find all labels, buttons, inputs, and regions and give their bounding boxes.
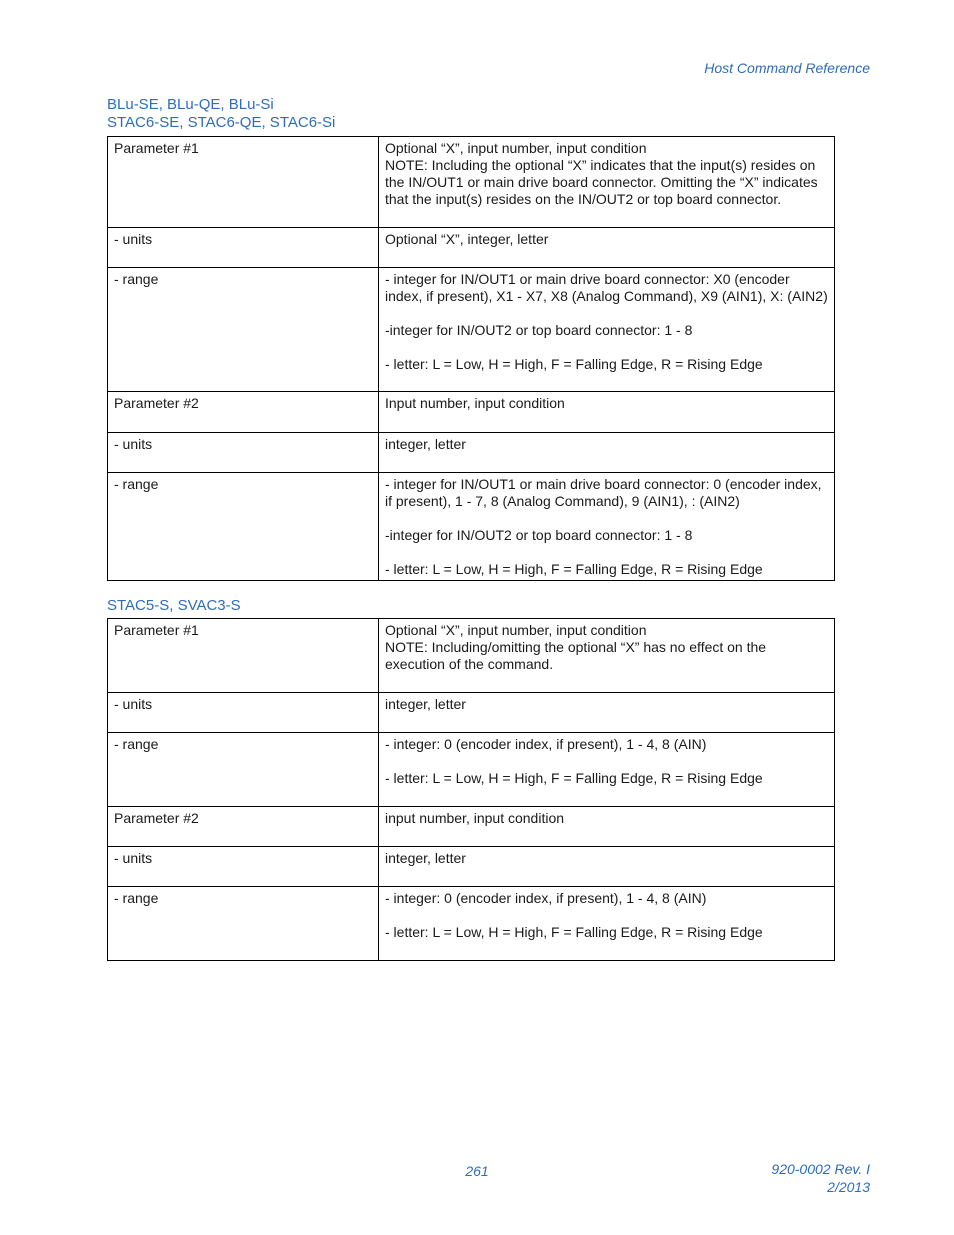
row-label: - range xyxy=(108,473,379,581)
running-header: Host Command Reference xyxy=(704,60,870,76)
value-line: Optional “X”, input number, input condition xyxy=(385,622,647,638)
row-value xyxy=(379,887,835,961)
row-value: integer, letter xyxy=(379,433,835,473)
table-row xyxy=(108,137,835,228)
row-label: Parameter #1 xyxy=(108,619,379,693)
table-row xyxy=(108,733,835,807)
section-title-line-1: BLu-SE, BLu-QE, BLu-Si xyxy=(107,96,274,113)
row-label: - range xyxy=(108,268,379,392)
row-label: Parameter #2 xyxy=(108,807,379,847)
row-value: Input number, input condition xyxy=(379,392,835,433)
section-title-line-2: STAC6-SE, STAC6-QE, STAC6-Si xyxy=(107,114,336,131)
value-line: - integer: 0 (encoder index, if present), 1 - 4, 8 (AIN) xyxy=(385,890,707,906)
parameter-table-stac5-svac3 xyxy=(107,618,835,961)
row-label: - units xyxy=(108,693,379,733)
note-text: NOTE: Including the optional “X” indicates that the input(s) resides on the IN/OUT1 or main drive board connector. Omitting the “X” indicates that the input(s) resides on the IN/OUT2 or top board connector. xyxy=(385,157,818,207)
value-line: Optional “X”, input number, input condition xyxy=(385,140,647,156)
note-text: NOTE: Including/omitting the optional “X” has no effect on the execution of the command. xyxy=(385,639,767,672)
row-label: - units xyxy=(108,228,379,268)
table-row xyxy=(108,693,835,733)
value-line: -integer for IN/OUT2 or top board connector: 1 - 8 xyxy=(385,322,693,338)
value-line: - letter: L = Low, H = High, F = Falling Edge, R = Rising Edge xyxy=(385,561,763,577)
row-label: - range xyxy=(108,733,379,807)
table-row xyxy=(108,847,835,887)
table-row xyxy=(108,473,835,581)
value-line: - letter: L = Low, H = High, F = Falling Edge, R = Rising Edge xyxy=(385,356,763,372)
row-label: Parameter #2 xyxy=(108,392,379,433)
page-number: 261 xyxy=(465,1163,489,1179)
row-value xyxy=(379,473,835,581)
value-line: - letter: L = Low, H = High, F = Falling Edge, R = Rising Edge xyxy=(385,924,763,940)
document-date: 2/2013 xyxy=(827,1179,870,1195)
table-row xyxy=(108,619,835,693)
value-line: - integer for IN/OUT1 or main drive board connector: 0 (encoder index, if present), 1 - 7, 8 (Analog Command), 9 (AIN1), : (AIN2) xyxy=(385,476,822,509)
section-title-stac5-svac3: STAC5-S, SVAC3-S xyxy=(107,597,241,614)
row-label: - range xyxy=(108,887,379,961)
row-value xyxy=(379,733,835,807)
table-row xyxy=(108,392,835,433)
value-line: - integer for IN/OUT1 or main drive board connector: X0 (encoder index, if present), X1 - X7, X8 (Analog Command), X9 (AIN1), X: (AIN2) xyxy=(385,271,828,304)
row-value: input number, input condition xyxy=(379,807,835,847)
section-title-blu-stac6 xyxy=(107,96,335,132)
table-row xyxy=(108,268,835,392)
row-label: - units xyxy=(108,433,379,473)
value-line: - letter: L = Low, H = High, F = Falling Edge, R = Rising Edge xyxy=(385,770,763,786)
value-line: -integer for IN/OUT2 or top board connector: 1 - 8 xyxy=(385,527,693,543)
parameter-table-blu-stac6 xyxy=(107,136,835,581)
row-value xyxy=(379,619,835,693)
table-row xyxy=(108,807,835,847)
table-row xyxy=(108,887,835,961)
table-row xyxy=(108,433,835,473)
document-number: 920-0002 Rev. I xyxy=(771,1161,870,1177)
row-value xyxy=(379,268,835,392)
table-row xyxy=(108,228,835,268)
row-label: - units xyxy=(108,847,379,887)
row-label: Parameter #1 xyxy=(108,137,379,228)
document-id xyxy=(771,1160,870,1196)
row-value xyxy=(379,137,835,228)
row-value: integer, letter xyxy=(379,847,835,887)
row-value: integer, letter xyxy=(379,693,835,733)
value-line: - integer: 0 (encoder index, if present), 1 - 4, 8 (AIN) xyxy=(385,736,707,752)
row-value: Optional “X”, integer, letter xyxy=(379,228,835,268)
